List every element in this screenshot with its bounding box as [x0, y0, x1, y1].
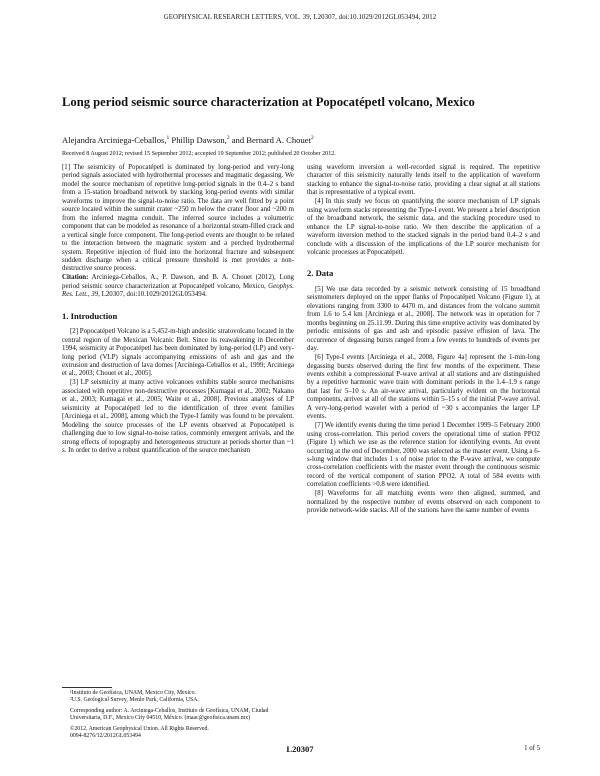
abstract — [62, 164, 294, 274]
section-heading-data: 2. Data — [307, 268, 334, 279]
abstract-text: The seismicity of Popocatépetl is dominated by long-period and very-long period signals associated with hydrothermal processes and magmatic degassing. We model the source mechanism of repetitive long-period signals in the 0.4–2 s band from a 15-station broadband network by stacking long-period events with similar waveforms to improve the signal-to-noise ratio. The data are well fitted by a point source located within the summit crater ~250 m below the crater floor and ~200 m from the inferred magma conduit. The inferred source includes a volumetric component that can be modeled as resonance of a horizontal steam-filled crack and a vertical single force component. The long-period events are thought to be related to the interaction between the magmatic system and a perched hydrothermal system. Repetitive injection of fluid into the horizontal fracture and subsequent sudden discharge when a critical pressure threshold is met provides a non-destructive source process. — [62, 164, 294, 273]
body-paragraph: [8] Waveforms for all matching events were then aligned, summed, and normalized by the respective number of events observed on each component to provide network-wide stacks. All of the stations have the same number of events — [307, 490, 540, 515]
footnote-divider — [62, 687, 112, 688]
body-paragraph: [2] Popocatépetl Volcano is a 5,452-m-high andesitic stratovolcano located in the central region of the Mexican Volcanic Belt. Since its reawakening in December 1994, seismicity at Popocatépetl has been dominated by long-period (LP) and very-long period (VLP) signals accompanying emissions of ash and gas and the extrusion and destruction of lava domes [Arciniega-Ceballos et al., 1999; Arciniega et al., 2003; Chouet et al., 2005]. — [62, 328, 294, 378]
footnotes — [62, 690, 294, 740]
author-name: Phillip Dawson, — [169, 135, 227, 145]
body-paragraph: [5] We use data recorded by a seismic network consisting of 15 broadband seismometers deployed on the upper flanks of Popocatépetl Volcano (Figure 1), at elevations ranging from 3300 to 4470 m, and distances from the volcano summit from 1.6 to 5.4 km [Arciniega et al., 2008]. The network was in operation for 7 months beginning on 25.11.99. During this time eruptive activity was dominated by periodic emissions of gas and ash and episodic passive effusion of lava. The occurrence of degassing bursts ranged from a few events to hundreds of events per day. — [307, 285, 540, 353]
affiliation-mark: 2 — [226, 135, 230, 142]
body-paragraph: [4] In this study we focus on quantifying the source mechanism of LP signals using waveform stacks representing the Type-I event. We present a brief description of the broadband network, the seismic data, and the stacking procedure used to enhance the LP signal-to-noise ratio. We then describe the application of a waveform inversion method to the stacked signals in the period band 0.4–2 s and conclude with a discussion of the implications of the LP source mechanism for volcanic processes at Popocatépetl. — [307, 198, 540, 257]
publication-dates: Received 8 August 2012; revised 15 September 2012; accepted 19 September 2012; published 20 October 2012. — [62, 151, 336, 157]
section-heading-introduction: 1. Introduction — [62, 310, 118, 321]
citation-text: Arciniega-Ceballos, A., P. Dawson, and B. A. Chouet (2012), Long period seismic source characterization at Popocatépetl volcano, Mexico, — [62, 274, 294, 290]
citation-label: Citation: — [62, 274, 89, 282]
article-id: L20307 — [286, 744, 314, 754]
body-paragraph: [7] We identify events during the time period 1 December 1999–5 February 2000 using cross-correlation. This period covers the operational time of station PPO2 (Figure 1) which we use as the reference station for identifying events. An event occurring at the end of December, 2000 was selected as the master event. Using a 6-s-long window that includes 1 s of noise prior to the P-wave arrival, we compute cross-correlation coefficients with the master event through the continuous seismic record of the vertical component of station PPO2. A total of 584 events with correlation coefficients >0.8 were identified. — [307, 422, 540, 489]
affiliation-footnote: ¹Instituto de Geofísica, UNAM, Mexico City, Mexico. — [70, 690, 196, 696]
left-column — [62, 164, 294, 456]
paragraph-number: [1] — [62, 164, 71, 171]
corresponding-author: Corresponding author: A. Arciniega-Ceballos, Instituto de Geofísica, UNAM, Ciudad Universitaria, D.F., Mexico City 04510, México. (maac@geofisica.unam.mx) — [70, 707, 269, 722]
right-column — [307, 164, 540, 516]
article-title: Long period seismic source characterization at Popocatépetl volcano, Mexico — [62, 95, 475, 109]
affiliation-mark: 1 — [166, 135, 170, 142]
citation-tail: L20307, doi:10.1029/2012GL053494. — [99, 291, 207, 299]
author-list — [62, 135, 542, 145]
affiliation-mark: 2 — [310, 135, 314, 142]
issn-code: 0094-8276/12/2012GL053494 — [70, 733, 141, 740]
body-paragraph: [3] LP seismicity at many active volcanoes exhibits stable source mechanisms associated with repetitive non-destructive processes [Kumagai et al., 2002; Nakano et al., 2003; Kumagai et al., 2005; Waite et al., 2008]. Previous analyses of LP seismicity at Popocatépetl led to the identification of three event families [Arciniega et al., 2008], among which the Type-I family was found to be prevalent. Modeling the source processes of the LP events observed at Popocatépetl is challenging due to low signal-to-noise ratios, commonly emergent arrivals, and the strong effects of topography and heterogeneous structure at periods shorter than ~1 s. In order to derive a robust quantification of the source mechanism — [62, 379, 294, 455]
author-name: Alejandra Arciniega-Ceballos, — [62, 135, 167, 145]
citation — [62, 274, 294, 299]
author-name: and Bernard A. Chouet — [229, 135, 311, 145]
page-number: 1 of 5 — [524, 745, 540, 752]
body-paragraph: [6] Type-I events [Arciniega et al., 2008, Figure 4a] represent the 1-min-long degassing bursts observed during the first few months of the experiment. These events exhibit a compressional P-wave arrival at all stations and are distinguished by a repetitive harmonic wave train with dominant periods in the 1.4–1.9 s range that last for 5–10 s. An air-wave arrival, particularly evident on the horizontal components, arrives at all of the stations within 5–15 s of the initial P-wave arrival. A very-long-period wavelet with a period of ~30 s accompanies the larger LP events. — [307, 354, 540, 421]
running-head: GEOPHYSICAL RESEARCH LETTERS, VOL. 39, L20307, doi:10.1029/2012GL053494, 2012 — [163, 14, 437, 21]
body-paragraph: using waveform inversion a well-recorded signal is required. The repetitive character of this seismicity naturally lends itself to the application of waveform stacking to enhance the signal-to-noise ratio, providing a clear signal at all stations that is representative of a typical event. — [307, 164, 540, 197]
affiliation-footnote: ²U.S. Geological Survey, Menlo Park, California, USA. — [70, 697, 199, 704]
citation-journal: Geophys. Res. Lett., 39, — [62, 282, 294, 299]
copyright-notice: ©2012. American Geophysical Union. All Rights Reserved. — [70, 725, 209, 732]
